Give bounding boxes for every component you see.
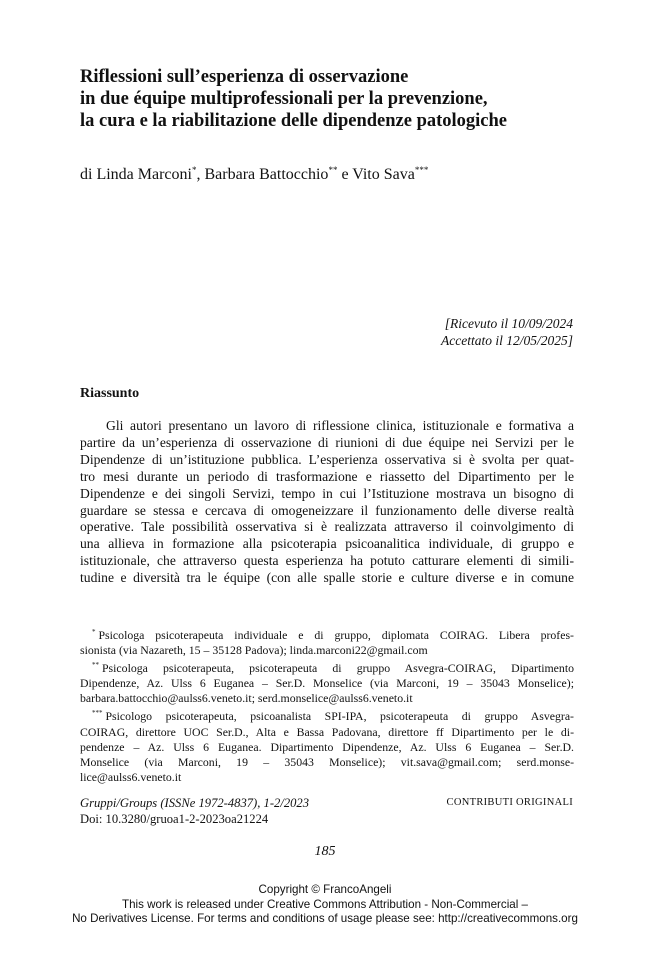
license-line: This work is released under Creative Commons Attribution - Non-Commercial – [122,897,528,911]
footnote-line: sionista (via Nazareth, 15 – 35128 Padova); linda.marconi22@gmail.com [80,643,428,658]
author-name: Barbara Battocchio [204,166,329,183]
footnote-mark: * [191,165,197,175]
abstract-line: operative. Tale possibilità osservativa si è realizzata attraverso il coinvolgimento di [80,519,574,535]
accepted-date: Accettato il 12/05/2025] [441,333,573,348]
abstract-heading: Riassunto [80,386,140,401]
footnote-line: barbara.battocchio@aulss6.veneto.it; serd.monselice@aulss6.veneto.it [80,691,413,706]
footnote-line: Dipendenze, Az. Ulss 6 Euganea – Ser.D. Monselice (via Marconi, 19 – 35043 Monselice); [80,676,574,691]
author-name: Linda Marconi [96,166,192,183]
section-label: CONTRIBUTI ORIGINALI [446,797,573,808]
author-byline [80,165,428,184]
footnote-mark: ** [328,165,338,175]
journal-info [80,795,309,827]
footnote-line: COIRAG, direttore UOC Ser.D., Alta e Bassa Padovana, direttore ff Dipartimento per le di- [80,724,574,739]
footnote-line: pendenze – Az. Ulss 6 Euganea. Dipartimento Dipendenze, Az. Ulss 6 Euganea – Ser.D. [80,739,574,754]
byline-separator: e [337,166,353,183]
page-number: 185 [314,844,336,859]
article-title [80,66,600,132]
title-line: Riflessioni sull’esperienza di osservazione [80,67,409,87]
abstract-line: guardare se stessa e cercava di omogeneizzare il funzionamento delle diverse realtà [80,502,574,518]
journal-citation: Gruppi/Groups (ISSNe 1972-4837), 1-2/2023 [80,796,310,810]
abstract-line: una allieva in formazione alla psicoterapia psicoanalitica individuale, di gruppo e [80,536,574,552]
footnote-mark: *** [92,709,103,718]
abstract-line: Dipendenze di un’istituzione pubblica. L’esperienza osservativa si è svolta per quat- [80,451,574,467]
author-name: Vito Sava [352,166,415,183]
title-line: in due équipe multiprofessionali per la prevenzione, [80,89,488,109]
title-line: la cura e la riabilitazione delle dipendenze patologiche [80,111,508,131]
license-line: No Derivatives License. For terms and conditions of usage please see: http://creativecommons.org [72,912,578,925]
abstract-line: partire da un’esperienza di osservazione di riunioni di due équipe nei Servizi per le [80,434,574,450]
byline-prefix: di [80,166,97,183]
footnote-line: ** Psicologa psicoterapeuta, psicoterapeuta di gruppo Asvegra-COIRAG, Dipartimento [92,661,574,676]
abstract-body [80,418,574,587]
byline-separator: , [196,166,205,183]
footnote-line: *** Psicologo psicoterapeuta, psicoanalista SPI-IPA, psicoterapeuta di gruppo Asvegra- [92,709,574,724]
submission-dates [441,315,573,349]
doi: Doi: 10.3280/gruoa1-2-2023oa21224 [80,812,269,826]
abstract-line: tudine e diversità tra le équipe (con alle spalle storie e culture diverse e in comune [80,570,574,586]
footnote-mark: * [92,628,96,636]
footnotes [80,625,574,785]
footnote-line: Monselice (via Marconi, 19 – 35043 Monselice); vit.sava@gmail.com; serd.monse- [80,754,574,769]
abstract-line: tro mesi durante un periodo di trasformazione e riassetto del Dipartimento per le [80,468,574,484]
footnote-mark: *** [414,165,429,175]
footnote-mark: ** [92,661,99,670]
footnote-line: * Psicologa psicoterapeuta individuale e di gruppo, diplomata COIRAG. Libera profes- [92,628,574,642]
copyright-line: Copyright © FrancoAngeli [258,883,392,896]
received-date: [Ricevuto il 10/09/2024 [444,316,573,331]
footnote-line: lice@aulss6.veneto.it [80,769,182,784]
abstract-line: Dipendenze e dei singoli Servizi, tempo in cui l’Istituzione mostrava un bisogno di [80,485,574,501]
abstract-line: Gli autori presentano un lavoro di riflessione clinica, istituzionale e formativa a [106,418,574,433]
license-notice [0,883,650,927]
abstract-line: istituzionale, che attraverso questa esperienza ha potuto catturare elementi di simili- [80,553,574,569]
